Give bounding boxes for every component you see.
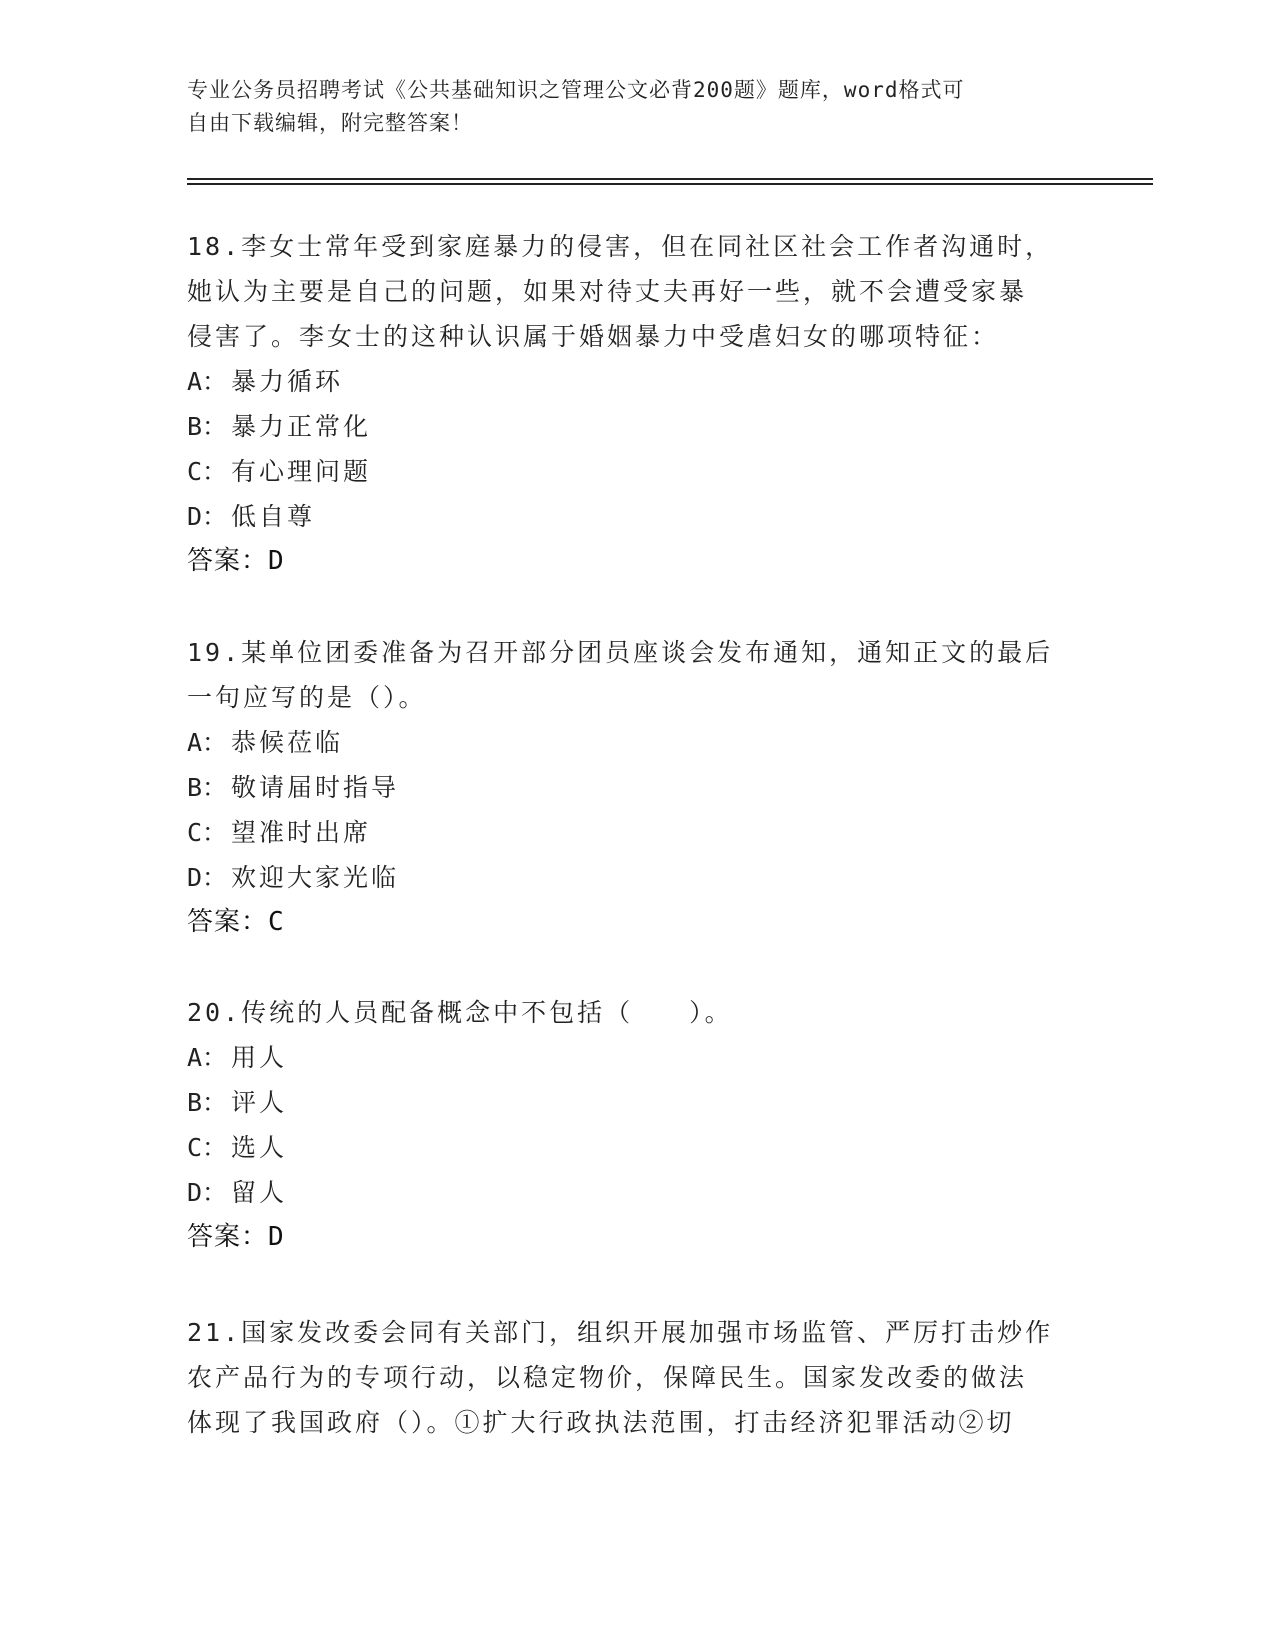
option-text: 低自尊 bbox=[231, 502, 316, 531]
answer-label: 答案： bbox=[187, 1222, 269, 1252]
option-text: 欢迎大家光临 bbox=[231, 863, 400, 892]
option-a bbox=[187, 1035, 1087, 1080]
option-letter: D： bbox=[187, 1178, 228, 1207]
option-letter: B： bbox=[187, 1088, 228, 1117]
answer-value: D bbox=[268, 1222, 285, 1252]
header-line-2: 自由下载编辑，附完整答案！ bbox=[187, 111, 473, 135]
option-letter: C： bbox=[187, 457, 228, 486]
answer-line bbox=[187, 900, 1087, 945]
answer-value: C bbox=[268, 907, 285, 937]
question-text-line: 她认为主要是自己的问题，如果对待丈夫再好一些，就不会遭受家暴 bbox=[187, 277, 1028, 306]
header-divider-bottom bbox=[187, 183, 1153, 185]
question-21 bbox=[187, 1310, 1087, 1445]
option-c bbox=[187, 1125, 1087, 1170]
header-divider-top bbox=[187, 178, 1153, 180]
question-text-line: 20.传统的人员配备概念中不包括（ ）。 bbox=[187, 998, 733, 1027]
option-text: 用人 bbox=[231, 1043, 288, 1072]
option-text: 留人 bbox=[231, 1178, 288, 1207]
option-a bbox=[187, 720, 1087, 765]
option-text: 评人 bbox=[231, 1088, 288, 1117]
option-b bbox=[187, 765, 1087, 810]
question-text-line: 21.国家发改委会同有关部门，组织开展加强市场监管、严厉打击炒作 bbox=[187, 1318, 1054, 1347]
option-a bbox=[187, 359, 1087, 404]
option-letter: C： bbox=[187, 818, 228, 847]
option-letter: B： bbox=[187, 773, 228, 802]
question-text-line: 19.某单位团委准备为召开部分团员座谈会发布通知，通知正文的最后 bbox=[187, 638, 1054, 667]
answer-line bbox=[187, 1215, 1087, 1260]
option-letter: D： bbox=[187, 502, 228, 531]
question-20 bbox=[187, 990, 1087, 1260]
option-d bbox=[187, 1170, 1087, 1215]
option-letter: D： bbox=[187, 863, 228, 892]
option-text: 选人 bbox=[231, 1133, 288, 1162]
answer-label: 答案： bbox=[187, 907, 269, 937]
answer-line bbox=[187, 539, 1087, 584]
header-line-1: 专业公务员招聘考试《公共基础知识之管理公文必背200题》题库，word格式可 bbox=[187, 78, 965, 102]
answer-label: 答案： bbox=[187, 546, 269, 576]
option-letter: B： bbox=[187, 412, 228, 441]
question-19 bbox=[187, 630, 1087, 945]
question-text-line: 体现了我国政府（）。①扩大行政执法范围，打击经济犯罪活动②切 bbox=[187, 1408, 1015, 1437]
option-d bbox=[187, 494, 1087, 539]
option-letter: A： bbox=[187, 728, 228, 757]
question-text-line: 一句应写的是（）。 bbox=[187, 683, 427, 712]
option-b bbox=[187, 1080, 1087, 1125]
option-letter: A： bbox=[187, 367, 228, 396]
question-18 bbox=[187, 224, 1087, 584]
option-c bbox=[187, 449, 1087, 494]
option-text: 望准时出席 bbox=[231, 818, 372, 847]
document-header bbox=[187, 74, 1067, 140]
option-letter: C： bbox=[187, 1133, 228, 1162]
answer-value: D bbox=[268, 546, 285, 576]
option-text: 有心理问题 bbox=[231, 457, 372, 486]
option-b bbox=[187, 404, 1087, 449]
option-text: 暴力正常化 bbox=[231, 412, 372, 441]
option-c bbox=[187, 810, 1087, 855]
option-d bbox=[187, 855, 1087, 900]
option-text: 暴力循环 bbox=[231, 367, 344, 396]
option-text: 敬请届时指导 bbox=[231, 773, 400, 802]
question-text-line: 农产品行为的专项行动，以稳定物价，保障民生。国家发改委的做法 bbox=[187, 1363, 1028, 1392]
option-letter: A： bbox=[187, 1043, 228, 1072]
option-text: 恭候莅临 bbox=[231, 728, 344, 757]
question-text-line: 18.李女士常年受到家庭暴力的侵害，但在同社区社会工作者沟通时， bbox=[187, 232, 1054, 261]
question-text-line: 侵害了。李女士的这种认识属于婚姻暴力中受虐妇女的哪项特征： bbox=[187, 322, 1000, 351]
